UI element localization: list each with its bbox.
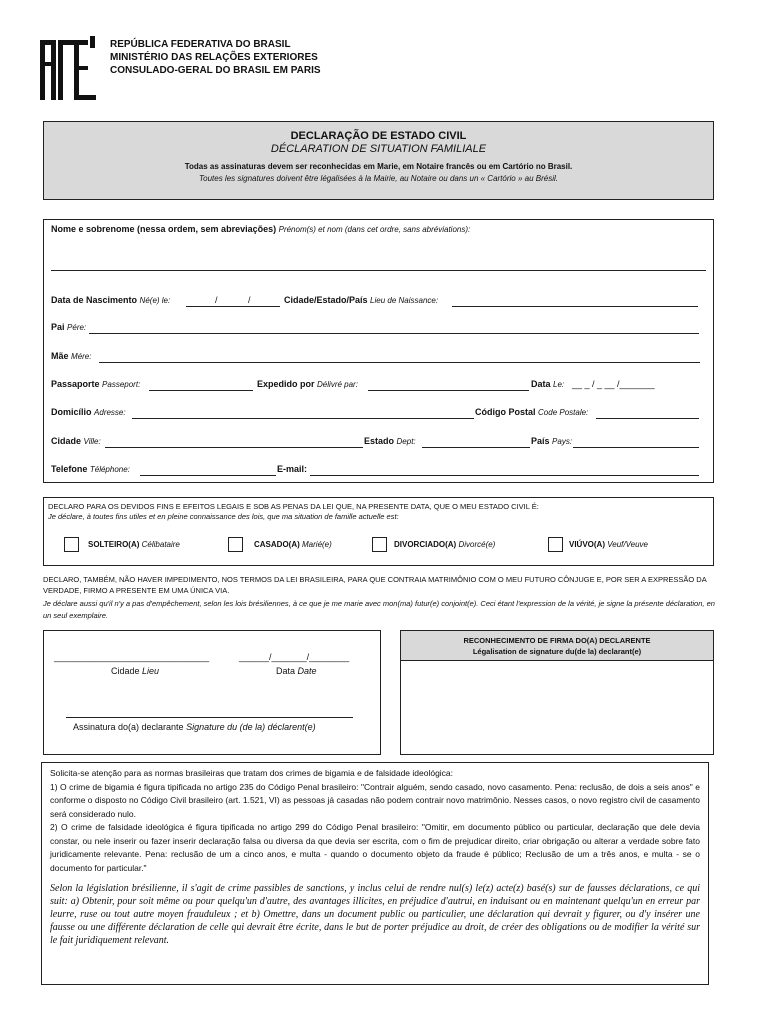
passport-field[interactable] — [149, 390, 253, 391]
option-married-label: CASADO(A) Marié(e) — [254, 540, 332, 549]
status-intro-pt: DECLARO PARA OS DEVIDOS FINS E EFEITOS LEGAIS E SOB AS PENAS DA LEI QUE, NA PRESENTE DATA, QUE O MEU ESTADO CIVIL É: — [48, 502, 539, 511]
postal-field[interactable] — [596, 418, 699, 419]
mother-field[interactable] — [99, 362, 700, 363]
recognition-title-fr: Légalisation de signature du(de la) declarant(e) — [472, 647, 642, 656]
city-field[interactable] — [105, 447, 363, 448]
declaration-fr: Je déclare aussi qu'il n'y a pas d'empêchement, selon les lois brésiliennes, à ce que je me marie avec mon(ma) futur(e) conjoint(e). Ceci étant l'expression de la vérité, je signe la présente déclaration, en un seul exemplaire. — [43, 599, 715, 620]
name-label: Nome e sobrenome (nessa ordem, sem abreviações) Prénom(s) et nom (dans cet ordre, sans abréviations): — [51, 224, 471, 234]
signature-box — [43, 630, 381, 755]
date-sign-field[interactable]: ______/_______/________ — [239, 652, 350, 662]
birth-date-field[interactable] — [186, 306, 280, 307]
date-label: Data Le: — [531, 379, 565, 389]
note-pt: Todas as assinaturas devem ser reconhecidas em Marie, em Notaire francês ou em Cartório no Brasil. — [184, 162, 573, 171]
name-field[interactable] — [51, 270, 706, 271]
title-fr: DÉCLARATION DE SITUATION FAMILIALE — [270, 143, 487, 155]
city-sign-field[interactable]: _______________________________ — [54, 652, 210, 662]
birth-slash-1: / — [215, 295, 218, 305]
phone-field[interactable] — [140, 475, 276, 476]
country-label: País Pays: — [531, 436, 573, 446]
recognition-header — [400, 630, 714, 661]
signature-field[interactable] — [66, 717, 353, 718]
option-divorced-label: DIVORCIADO(A) Divorcé(e) — [394, 540, 496, 549]
checkbox-widowed[interactable] — [548, 537, 563, 552]
city-sign-label: Cidade Lieu — [111, 666, 160, 676]
mother-label: Mãe Mére: — [51, 351, 92, 361]
checkbox-single[interactable] — [64, 537, 79, 552]
recognition-title-pt: RECONHECIMENTO DE FIRMA DO(A) DECLARENTE — [463, 636, 651, 645]
note-fr: Toutes les signatures doivent être légalisées à la Mairie, au Notaire ou dans un « Cartório » au Brésil. — [198, 174, 558, 183]
legal-bigamy: 1) O crime de bigamia é figura tipificada no artigo 235 do Código Penal brasileiro: "Contrair alguém, sendo casado, novo casamento. Pena: reclusão, de dois a seis anos" e conforme o disposto no Código Civil brasileiro (art. 1.521, VI) as pessoas já casadas não podem contrair novo matrimônio. Nesses casos, o novo registro civil de casamento será considerado nulo. — [50, 781, 700, 819]
phone-label: Telefone Téléphone: — [51, 464, 130, 474]
issue-date-field[interactable]: __ _ / _ __ /_______ — [572, 379, 655, 389]
address-label: Domicílio Adresse: — [51, 407, 126, 417]
signature-label: Assinatura do(a) declarante Signature du (de la) déclarent(e) — [73, 722, 316, 732]
legal-falsity: 2) O crime de falsidade ideológica é figura tipificada no artigo 299 do Código Penal brasileiro: "Omitir, em documento público ou particular, declaração que dele devia constar, ou nele inserir ou fazer inserir declaração falsa ou diversa da que devia ser escrita, com o fim de prejudicar direito, criar obrigação ou alterar a verdade sobre fato juridicamente relevante. Pena: reclusão de um a cinco anos, e multa - quando o documento objeto da fraude é público; Reclusão de um a três anos, e multa - se o documento for particular." — [50, 822, 700, 873]
legal-intro: Solicita-se atenção para as normas brasileiras que tratam dos crimes de bigamia e de falsidade ideológica: — [50, 768, 454, 778]
address-field[interactable] — [132, 418, 474, 419]
postal-label: Código Postal Code Postale: — [475, 407, 589, 417]
issued-label: Expedido por Délivré par: — [257, 379, 358, 389]
passport-label: Passaporte Passeport: — [51, 379, 141, 389]
birthplace-label: Cidade/Estado/País Lieu de Naissance: — [284, 295, 439, 305]
city-label: Cidade Ville: — [51, 436, 101, 446]
title-pt: DECLARAÇÃO DE ESTADO CIVIL — [290, 130, 467, 142]
option-widowed-label: VIÚVO(A) Veuf/Veuve — [569, 540, 649, 549]
state-label: Estado Dept: — [364, 436, 416, 446]
header-line-republic: REPÚBLICA FEDERATIVA DO BRASIL — [110, 39, 291, 50]
legal-fr: Selon la législation brésilienne, il s'agit de crime passibles de sanctions, y inclus celui de rendre nul(s) le(z) acte(z) basé(s) sur de fausses déclarations, ce qui suit: a) Obtenir, pour soit même ou pour quelqu'un d'autre, des avantages illicites, en préjudice d'autrui, en induisant ou en maintenant quelqu'un en erreur par leurre, ruse ou tout autre moyen frauduleux ; et b) Omettre, dans un document public ou particulier, une déclaration qui devrait y figurer, ou d'y insérer une fausse ou une différente déclaration de celle qui devrait être écrite, dans le but de porter préjudice au droit, de créer des obligations ou de modifier la vérité sur le fait juridiquement relevant. — [50, 883, 700, 946]
title-box — [43, 121, 714, 200]
country-field[interactable] — [573, 447, 699, 448]
legal-notice-box — [41, 762, 709, 985]
declaration-pt: DECLARO, TAMBÉM, NÃO HAVER IMPEDIMENTO, NOS TERMOS DA LEI BRASILEIRA, PARA QUE CONTRAIA MATRIMÔNIO COM O MEU FUTURO CÔNJUGE E, POR SER A EXPRESSÃO DA VERDADE, FIRMO A PRESENTE EM UMA ÚNICA VIA. — [43, 575, 707, 595]
email-field[interactable] — [310, 475, 699, 476]
option-single-label: SOLTEIRO(A) Célibataire — [88, 540, 180, 549]
birth-slash-2: / — [248, 295, 251, 305]
checkbox-divorced[interactable] — [372, 537, 387, 552]
father-label: Pai Pére: — [51, 322, 87, 332]
birth-label: Data de Nascimento Né(e) le: — [51, 295, 171, 305]
birthplace-field[interactable] — [452, 306, 698, 307]
header-text — [110, 38, 321, 77]
header-line-ministry: MINISTÉRIO DAS RELAÇÕES EXTERIORES — [110, 52, 318, 63]
father-field[interactable] — [89, 333, 699, 334]
state-field[interactable] — [422, 447, 530, 448]
header-line-consulate: CONSULADO-GERAL DO BRASIL EM PARIS — [110, 65, 321, 76]
consulate-logo — [38, 36, 98, 102]
date-sign-label: Data Date — [276, 666, 317, 676]
issued-field[interactable] — [368, 390, 529, 391]
checkbox-married[interactable] — [228, 537, 243, 552]
status-intro-fr: Je déclare, à toutes fins utiles et en pleine connaissance des lois, que ma situation de famille actuelle est: — [48, 512, 399, 521]
email-label: E-mail: — [277, 464, 308, 474]
